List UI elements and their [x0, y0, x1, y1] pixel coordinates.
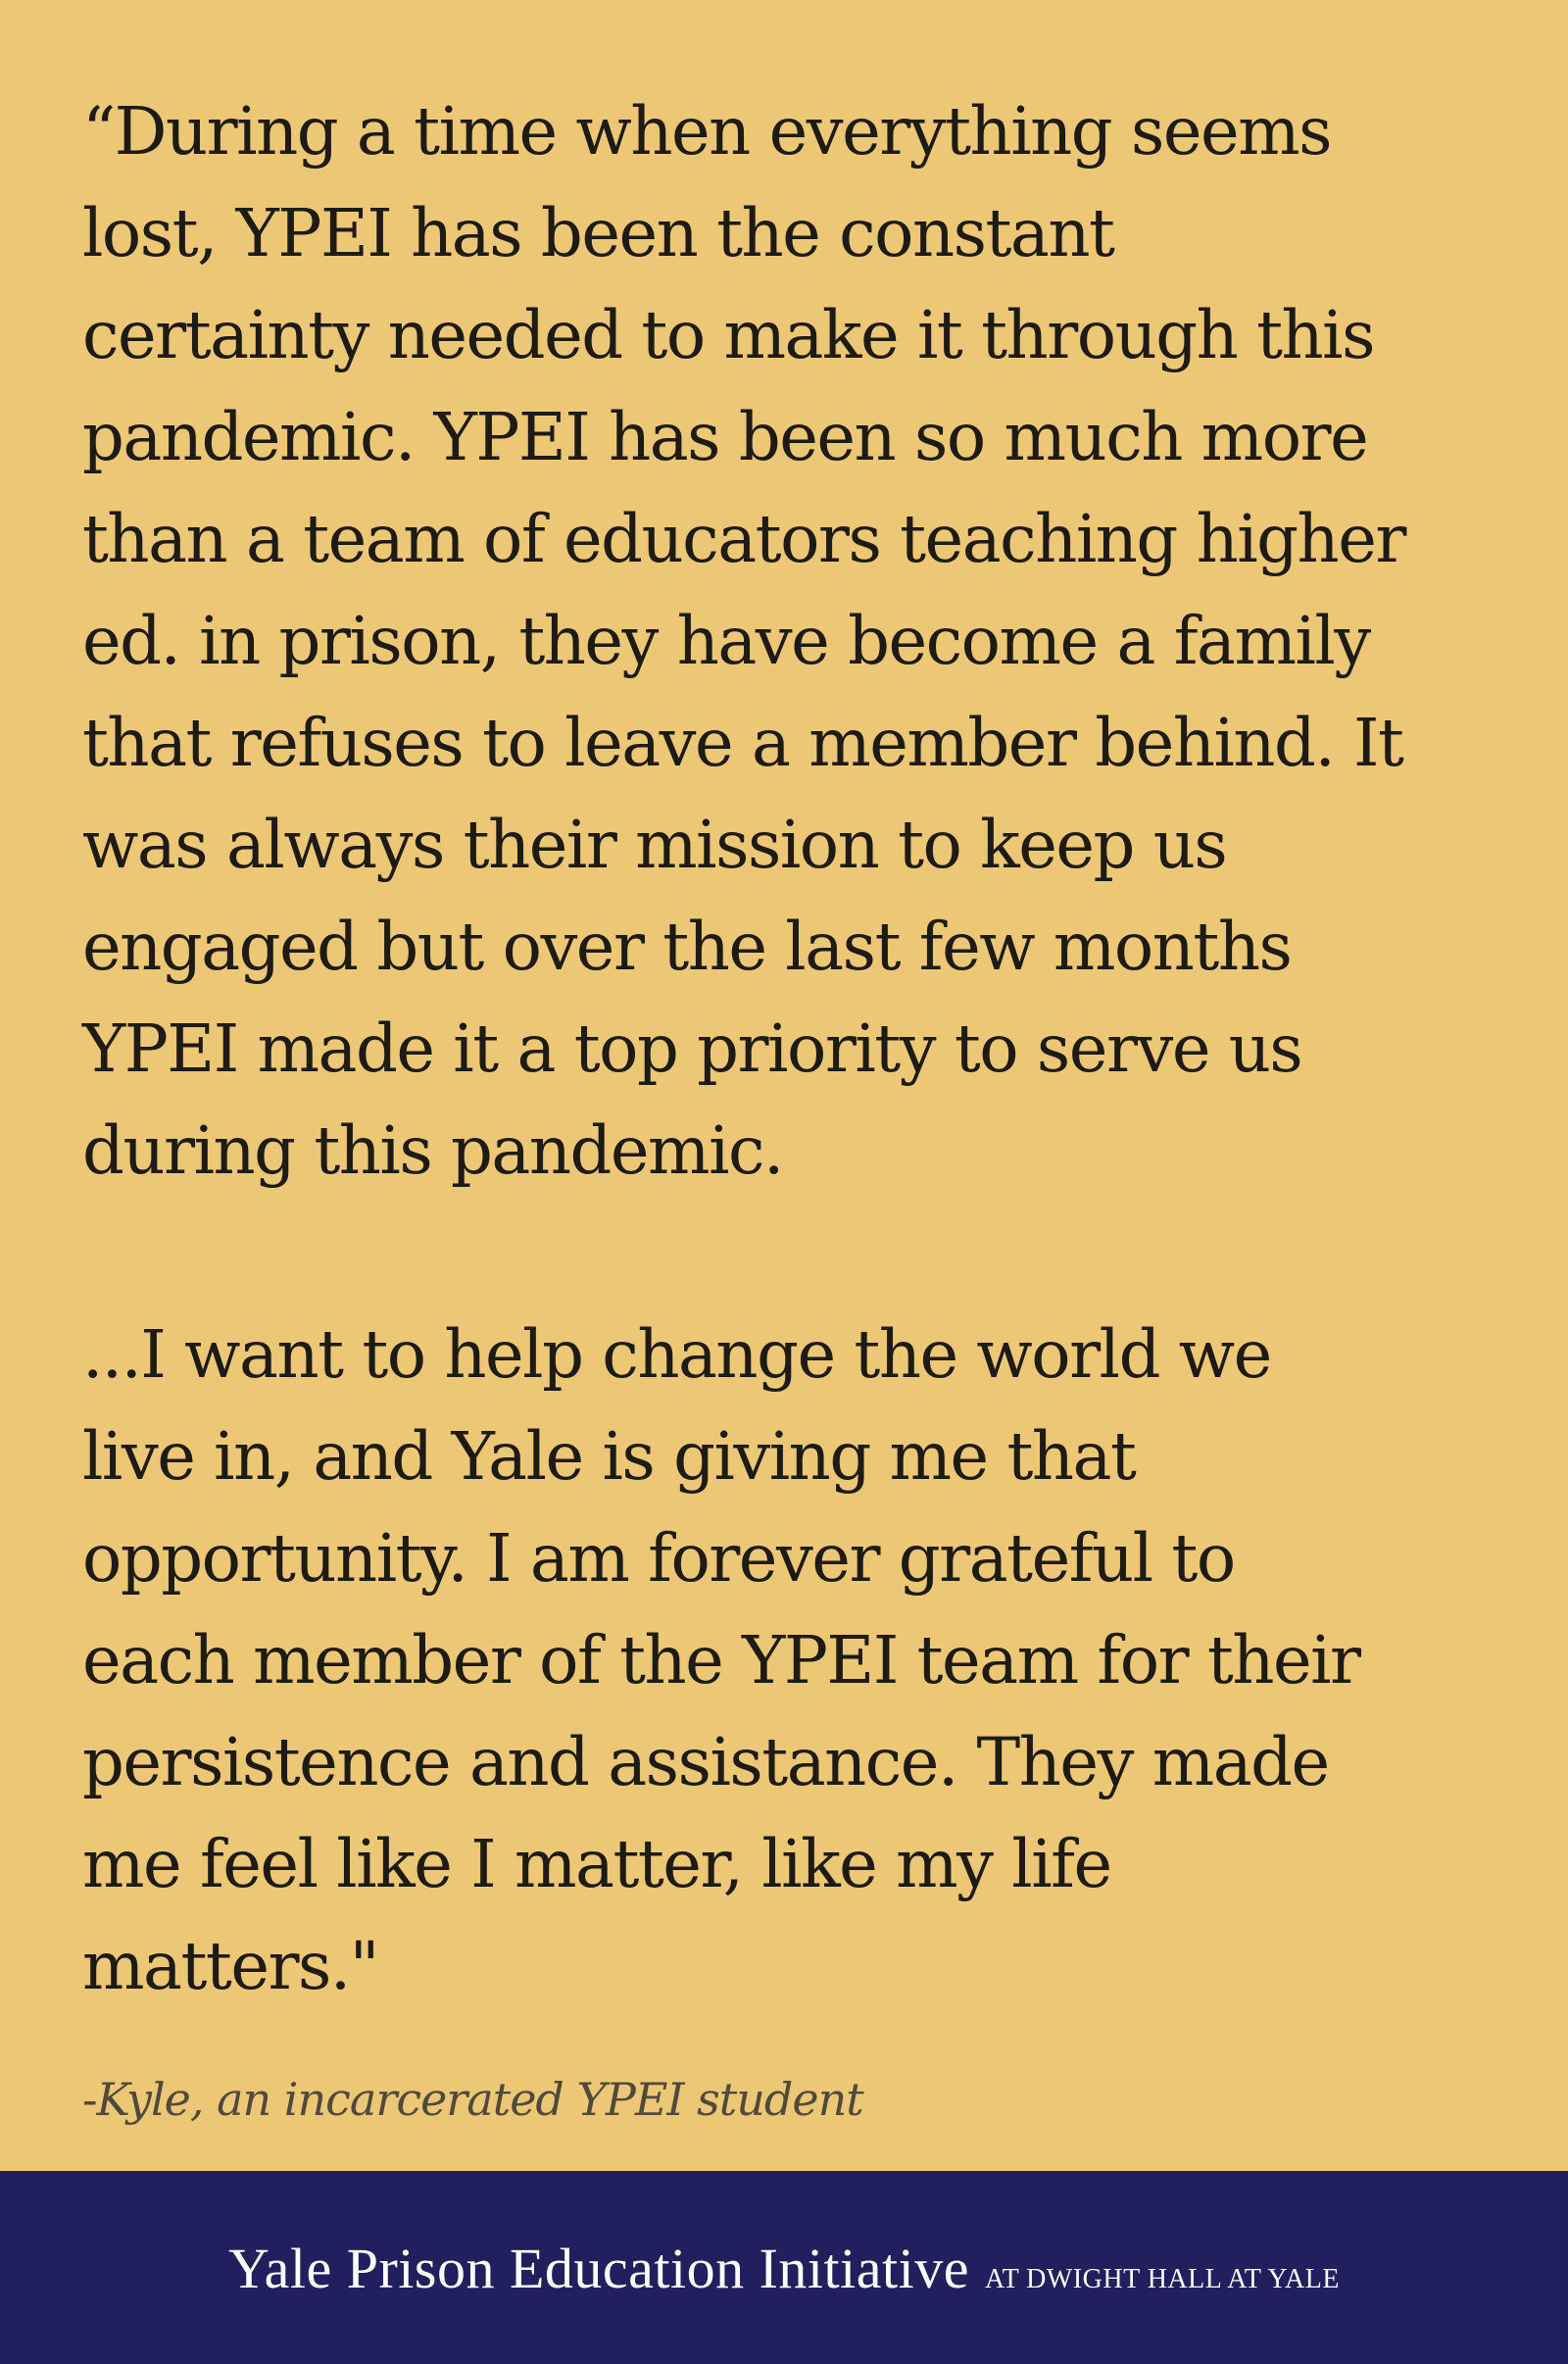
quote-line: was always their mission to keep us [82, 807, 1227, 883]
quote-attribution: -Kyle, an incarcerated YPEI student [82, 2073, 863, 2126]
quote-line: ...I want to help change the world we [82, 1316, 1271, 1393]
quote-line: that refuses to leave a member behind. It [82, 705, 1403, 781]
quote-line: ed. in prison, they have become a family [82, 603, 1370, 679]
quote-line: matters." [82, 1928, 379, 2004]
organization-affiliation: AT DWIGHT HALL AT YALE [984, 2264, 1340, 2294]
quote-line: persistence and assistance. They made [82, 1724, 1329, 1800]
quote-line: during this pandemic. [82, 1112, 783, 1189]
paragraph-spacer [82, 1202, 1513, 1304]
quote-line: certainty needed to make it through this [82, 297, 1374, 373]
quote-line: engaged but over the last few months [82, 909, 1292, 985]
quote-line: pandemic. YPEI has been so much more [82, 399, 1368, 475]
quote-line: each member of the YPEI team for their [82, 1622, 1360, 1699]
quote-line: lost, YPEI has been the constant [82, 195, 1114, 271]
quote-line: than a team of educators teaching higher [82, 501, 1405, 577]
quote-line: “During a time when everything seems [82, 93, 1332, 170]
quote-line: me feel like I matter, like my life [82, 1826, 1111, 1902]
organization-wordmark [0, 2236, 1568, 2301]
quote-line: YPEI made it a top priority to serve us [82, 1010, 1302, 1087]
quote-line: live in, and Yale is giving me that [82, 1418, 1136, 1495]
organization-name: Yale Prison Education Initiative [228, 2237, 969, 2300]
footer-bar [0, 2171, 1568, 2364]
quote-line: opportunity. I am forever grateful to [82, 1520, 1235, 1597]
quote-text [82, 80, 1513, 2017]
